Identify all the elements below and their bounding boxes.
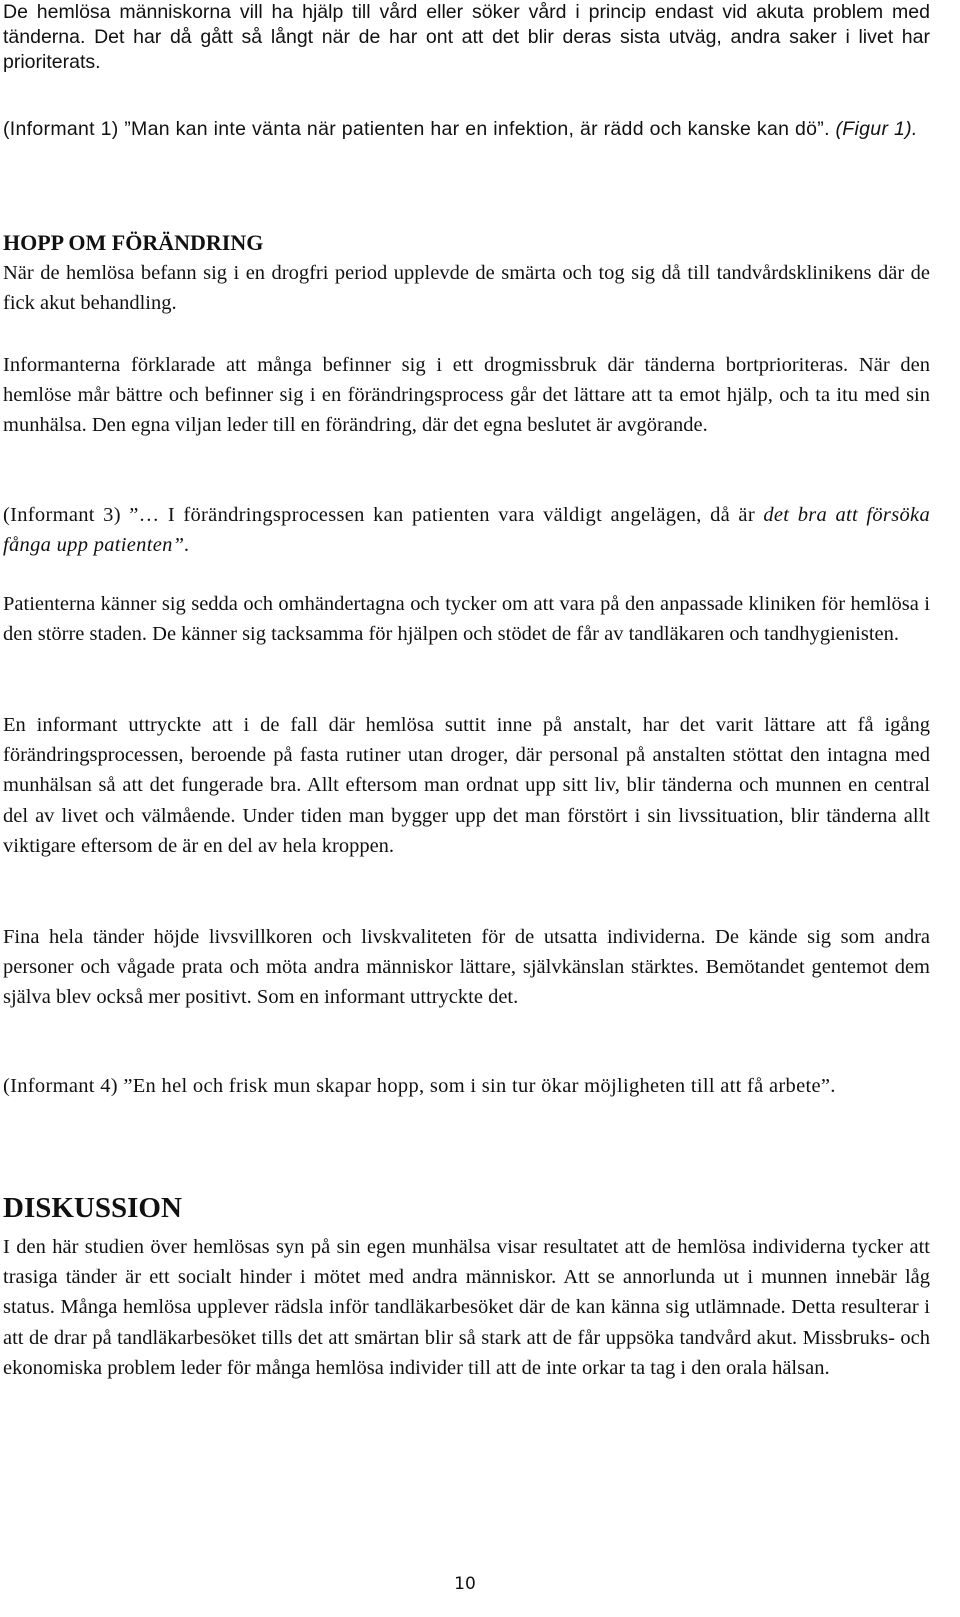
figure-reference: (Figur 1). [835, 118, 918, 140]
page-number: 10 [454, 1574, 476, 1594]
quote-informant-1 [3, 117, 930, 142]
heading-diskussion: DISKUSSION [3, 1192, 182, 1224]
paragraph-anstalt: En informant uttryckte att i de fall där hemlösa suttit inne på anstalt, har det varit lättare att få igång förändringsprocessen, beroende på fasta rutiner utan droger, där personal på anstalten stöttat den intagna med munhälsan så att det fungerade bra. Allt eftersom man ordnat upp sitt liv, blir tänderna och munnen en central del av livet och välmående. Under tiden man bygger upp det man förstört i sin livssituation, blir tänderna allt viktigare eftersom de är en del av hela kroppen. [3, 714, 930, 857]
quote-text-italic: det bra att försöka fånga upp patienten”. [3, 504, 930, 557]
paragraph-patienterna: Patienterna känner sig sedda och omhändertagna och tycker om att vara på den anpassade kliniken för hemlösa i den större staden. De känner sig tacksamma för hjälpen och stödet de får av tandläkaren och tandhygienisten. [3, 593, 930, 646]
quote-text: ”… I förändringsprocessen kan patienten vara väldigt angelägen, då är [129, 504, 764, 526]
paragraph-diskussion: I den här studien över hemlösas syn på sin egen munhälsa visar resultatet att de hemlösa individerna tycker att trasiga tänder är ett socialt hinder i mötet med andra människor. Att se annorlunda ut i munnen innebär låg status. Många hemlösa upplever rädsla inför tandläkarbesöket där de kan känna sig utlämnade. Detta resulterar i att de drar på tandläkarbesöket tills det att smärtan blir så stark att de får uppsöka tandvård akut. Missbruks- och ekonomiska problem leder för många hemlösa individer till att de inte orkar ta tag i den orala hälsan. [3, 1236, 930, 1379]
paragraph-intro: De hemlösa människorna vill ha hjälp till vård eller söker vård i princip endast vid akuta problem med tänderna. Det har då gått så långt när de har ont att det blir deras sista utväg, andra saker i livet har prioriterats. [3, 1, 930, 73]
quote-prefix: (Informant 1) [3, 118, 125, 140]
paragraph-informanterna: Informanterna förklarade att många befinner sig i ett drogmissbruk där tänderna bortprioriteras. När den hemlöse mår bättre och befinner sig i en förändringsprocess går det lättare att ta emot hjälp, och ta itu med sin munhälsa. Den egna viljan leder till en förändring, där det egna beslutet är avgörande. [3, 354, 930, 437]
paragraph-fina-tander: Fina hela tänder höjde livsvillkoren och livskvaliteten för de utsatta individerna. De kände sig som andra personer och vågade prata och möta andra människor lättare, självkänslan stärktes. Bemötandet gentemot dem själva blev också mer positivt. Som en informant uttryckte det. [3, 926, 930, 1009]
quote-prefix: (Informant 3) [3, 504, 130, 526]
paragraph-hopp: När de hemlösa befann sig i en drogfri period upplevde de smärta och tog sig då till tandvårdsklinikens där de fick akut behandling. [3, 262, 930, 315]
heading-hopp-om-forandring: HOPP OM FÖRÄNDRING [3, 230, 264, 255]
quote-informant-3 [3, 500, 930, 560]
quote-informant-4: (Informant 4) ”En hel och frisk mun skapar hopp, som i sin tur ökar möjligheten till att få arbete”. [3, 1075, 836, 1097]
quote-text: ”Man kan inte vänta när patienten har en infektion, är rädd och kanske kan dö”. [124, 118, 836, 140]
